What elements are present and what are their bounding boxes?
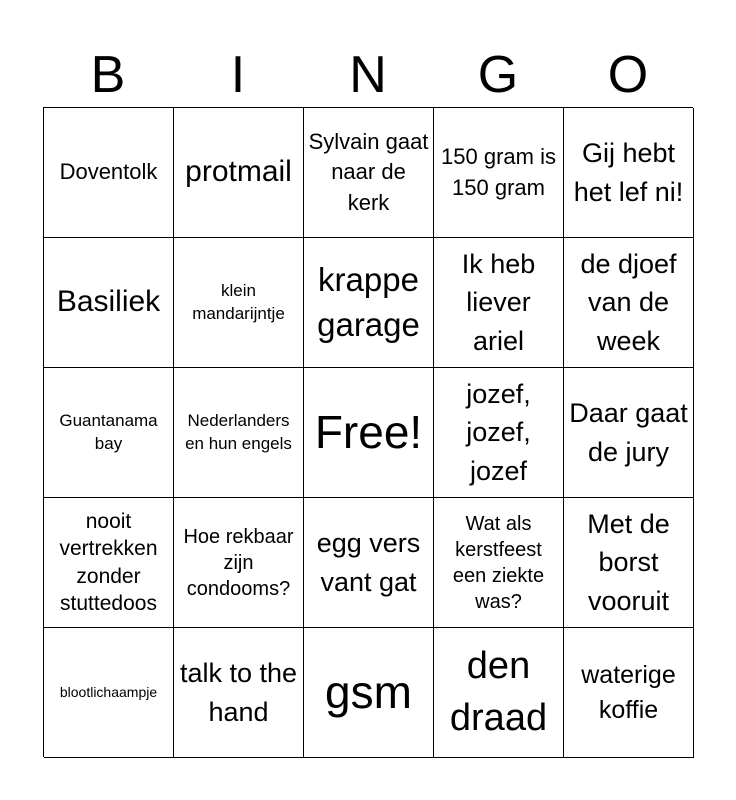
bingo-cell[interactable] [174, 108, 304, 238]
bingo-cell[interactable] [304, 108, 434, 238]
bingo-cell-text: waterige koffie [581, 660, 676, 724]
bingo-cell[interactable] [434, 108, 564, 238]
bingo-cell-text: Wat als kerstfeest een ziekte was? [452, 512, 545, 613]
bingo-cell[interactable] [304, 238, 434, 368]
bingo-cell-text: Daar gaat de jury [569, 397, 688, 467]
bingo-cell-text: 150 gram is 150 gram [441, 144, 556, 200]
bingo-cell[interactable] [434, 498, 564, 628]
bingo-cell[interactable] [304, 498, 434, 628]
bingo-cell-text: Guantanama bay [59, 411, 158, 453]
bingo-cell[interactable] [174, 498, 304, 628]
bingo-cell[interactable] [174, 368, 304, 498]
bingo-cell[interactable] [564, 628, 694, 758]
bingo-cell-text: nooit vertrekken zonder stuttedoos [59, 509, 158, 615]
header-letter-g: G [477, 46, 519, 104]
bingo-cell[interactable] [564, 238, 694, 368]
header-letter-i: I [230, 46, 246, 104]
bingo-cell[interactable] [44, 108, 174, 238]
bingo-cell-text: den draad [449, 644, 548, 739]
bingo-cell-text: Met de borst vooruit [587, 508, 670, 616]
bingo-cell-text: egg vers vant gat [316, 527, 421, 597]
bingo-cell[interactable] [174, 628, 304, 758]
header-letter-b: B [90, 46, 126, 104]
bingo-cell-text: gsm [325, 666, 412, 719]
bingo-cell-text: Hoe rekbaar zijn condooms? [183, 525, 294, 600]
bingo-cell[interactable] [44, 368, 174, 498]
bingo-cell[interactable] [434, 368, 564, 498]
bingo-cell[interactable] [174, 238, 304, 368]
bingo-cell-text: talk to the hand [179, 657, 298, 727]
bingo-cell[interactable] [44, 498, 174, 628]
header-letter-n: N [349, 46, 387, 104]
bingo-cell[interactable] [44, 238, 174, 368]
bingo-cell[interactable] [434, 238, 564, 368]
bingo-cell-text: jozef, jozef, jozef [466, 378, 531, 486]
bingo-cell-text: Basiliek [56, 285, 161, 319]
bingo-cell[interactable] [434, 628, 564, 758]
bingo-cell[interactable] [564, 108, 694, 238]
bingo-cell-text: Sylvain gaat naar de kerk [308, 128, 429, 215]
bingo-header [43, 42, 693, 108]
bingo-cell[interactable] [304, 628, 434, 758]
header-letter-o: O [607, 46, 649, 104]
bingo-cell-text: protmail [185, 155, 292, 189]
bingo-cell-text: Ik heb liever ariel [461, 248, 536, 356]
bingo-cell-text: Gij hebt het lef ni! [573, 137, 684, 207]
bingo-cell[interactable] [564, 368, 694, 498]
bingo-cell-text: Nederlanders en hun engels [185, 411, 292, 453]
free-space-text: Free! [314, 406, 423, 459]
bingo-cell[interactable] [44, 628, 174, 758]
bingo-cell-text: Doventolk [59, 159, 158, 185]
bingo-cell[interactable] [564, 498, 694, 628]
bingo-card-grid [43, 107, 693, 757]
bingo-cell-text: de djoef van de week [580, 248, 677, 356]
bingo-cell-text: krappe garage [317, 260, 420, 343]
bingo-cell-text: klein mandarijntje [192, 281, 285, 323]
bingo-cell-text: blootlichaampje [59, 684, 158, 701]
free-space-cell[interactable] [304, 368, 434, 498]
